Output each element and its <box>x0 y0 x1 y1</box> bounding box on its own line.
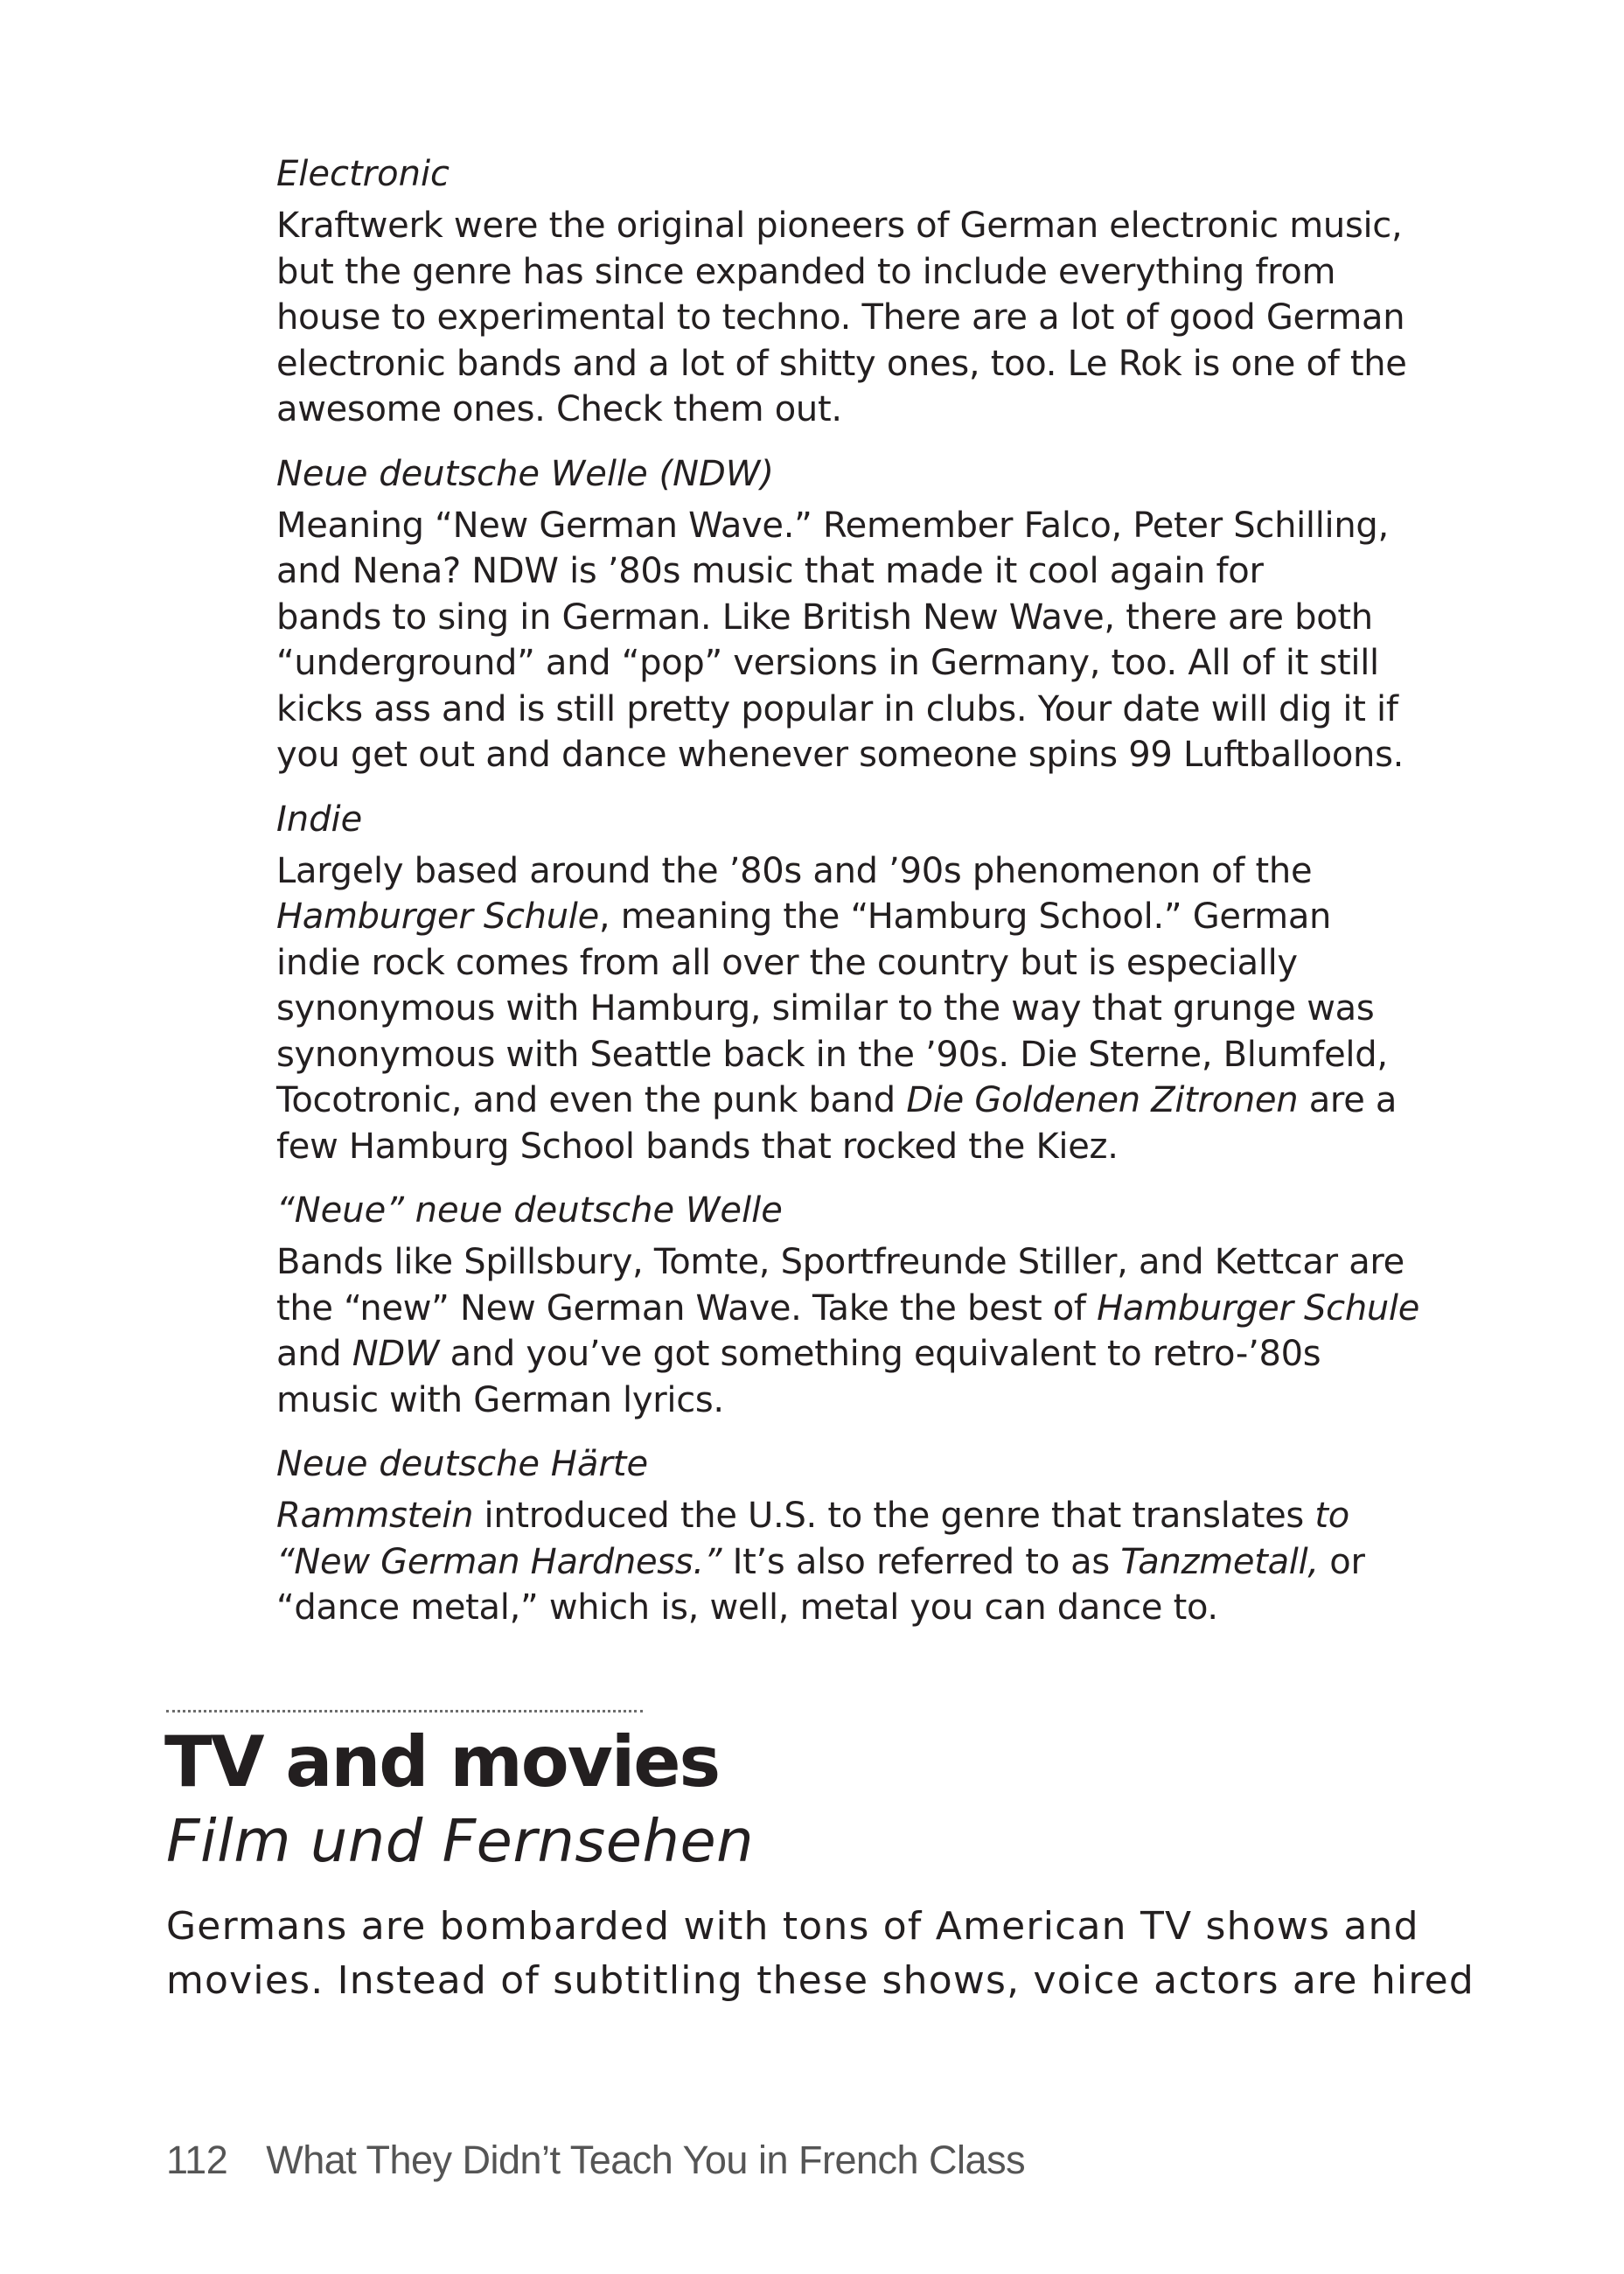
italic-text: Hamburger Schule <box>276 896 599 937</box>
genre-section <box>276 1439 1413 1631</box>
section-divider <box>166 1710 643 1712</box>
body-text-line <box>276 1286 1420 1332</box>
body-text-line <box>276 1585 1413 1631</box>
body-text-line <box>276 894 1413 940</box>
intro-line: movies. Instead of subtitling these shows, voice actors are hired <box>166 1958 1475 2003</box>
section-intro <box>166 1900 1475 2008</box>
text-segment: or <box>1318 1541 1365 1582</box>
italic-text: “New German Hardness.” <box>276 1541 722 1582</box>
body-text-line <box>276 1078 1413 1124</box>
text-segment: and you’ve got something equivalent to retro-’80s <box>439 1334 1321 1374</box>
italic-text: Hamburger Schule <box>1097 1287 1420 1329</box>
body-text-line <box>276 687 1413 733</box>
body-text-line <box>276 640 1413 687</box>
text-segment: synonymous with Hamburg, similar to the way that grunge was <box>276 988 1375 1029</box>
genre-heading: Neue deutsche Welle (NDW) <box>276 453 774 494</box>
text-segment: music with German lyrics. <box>276 1379 724 1420</box>
body-text-line <box>276 548 1413 595</box>
body-text-line <box>276 249 1413 296</box>
text-segment: Kraftwerk were the original pioneers of German electronic music, <box>276 206 1403 246</box>
body-text-line <box>276 295 1413 341</box>
body-text-line <box>276 940 1413 987</box>
running-title: What They Didn’t Teach You in French Class <box>266 2138 1026 2182</box>
text-segment: and Nena? NDW is ’80s music that made it cool again for <box>276 551 1264 591</box>
page-footer <box>166 2134 1025 2187</box>
text-segment: house to experimental to techno. There are a lot of good German <box>276 297 1405 338</box>
text-segment: awesome ones. Check them out. <box>276 389 842 429</box>
italic-text: Die Goldenen Zitronen <box>906 1080 1299 1120</box>
text-segment: “dance metal,” which is, well, metal you can dance to. <box>276 1587 1218 1628</box>
body-text-line <box>276 1378 1413 1424</box>
italic-text: Tanzmetall, <box>1120 1541 1319 1582</box>
text-segment: few Hamburg School bands that rocked the Kiez. <box>276 1126 1119 1167</box>
body-text-line <box>276 1539 1413 1586</box>
body-text-line <box>276 1239 1413 1286</box>
text-segment: Meaning “New German Wave.” Remember Falco, Peter Schilling, <box>276 505 1389 546</box>
text-segment: Tocotronic, and even the punk band <box>276 1080 907 1120</box>
genre-list <box>276 149 1420 1647</box>
body-text-line <box>276 595 1413 641</box>
text-segment: introduced the U.S. to the genre that translates <box>473 1496 1315 1536</box>
italic-text: NDW <box>352 1334 440 1374</box>
text-segment: the “new” New German Wave. Take the best of <box>276 1287 1098 1329</box>
intro-line: Germans are bombarded with tons of American TV shows and <box>166 1904 1419 1949</box>
genre-heading: Electronic <box>276 154 450 194</box>
body-text-line <box>276 203 1413 249</box>
text-segment: but the genre has since expanded to include everything from <box>276 251 1336 292</box>
text-segment: are a <box>1298 1080 1397 1120</box>
italic-text: Rammstein <box>276 1496 474 1536</box>
text-segment: and <box>276 1334 352 1374</box>
text-segment: synonymous with Seattle back in the ’90s. Die Sterne, Blumfeld, <box>276 1034 1388 1075</box>
body-text-line <box>276 1493 1413 1539</box>
body-text-line <box>276 387 1413 433</box>
text-segment: indie rock comes from all over the country but is especially <box>276 942 1298 983</box>
text-segment: Largely based around the ’80s and ’90s phenomenon of the <box>276 850 1313 891</box>
genre-section <box>276 794 1413 1170</box>
italic-text: to <box>1314 1496 1349 1536</box>
section-title: TV and movies <box>164 1721 720 1803</box>
text-segment: kicks ass and is still pretty popular in clubs. Your date will dig it if <box>276 688 1398 729</box>
body-text-line <box>276 1331 1413 1378</box>
text-segment: It’s also referred to as <box>721 1541 1121 1582</box>
text-segment: , meaning the “Hamburg School.” German <box>598 896 1332 937</box>
section-subtitle: Film und Fernsehen <box>166 1807 755 1875</box>
genre-heading: “Neue” neue deutsche Welle <box>276 1190 783 1231</box>
body-text-line <box>276 1124 1413 1170</box>
body-text-line <box>276 986 1413 1032</box>
body-text-line <box>276 848 1413 895</box>
text-segment: “underground” and “pop” versions in Germany, too. All of it still <box>276 643 1379 683</box>
body-text-line <box>276 1032 1413 1078</box>
genre-heading: Indie <box>276 799 363 840</box>
body-text-line <box>276 341 1413 387</box>
text-segment: bands to sing in German. Like British New Wave, there are both <box>276 596 1373 638</box>
body-text-line <box>276 732 1413 778</box>
text-segment: electronic bands and a lot of shitty ones, too. Le Rok is one of the <box>276 343 1407 384</box>
text-segment: Bands like Spillsbury, Tomte, Sportfreunde Stiller, and Kettcar are <box>276 1242 1404 1282</box>
genre-section <box>276 149 1413 433</box>
genre-section <box>276 1185 1420 1423</box>
genre-heading: Neue deutsche Härte <box>276 1444 649 1484</box>
genre-section <box>276 449 1413 778</box>
page-number: 112 <box>166 2138 228 2182</box>
body-text-line <box>276 503 1413 549</box>
text-segment: you get out and dance whenever someone spins 99 Luftballoons. <box>276 735 1404 775</box>
